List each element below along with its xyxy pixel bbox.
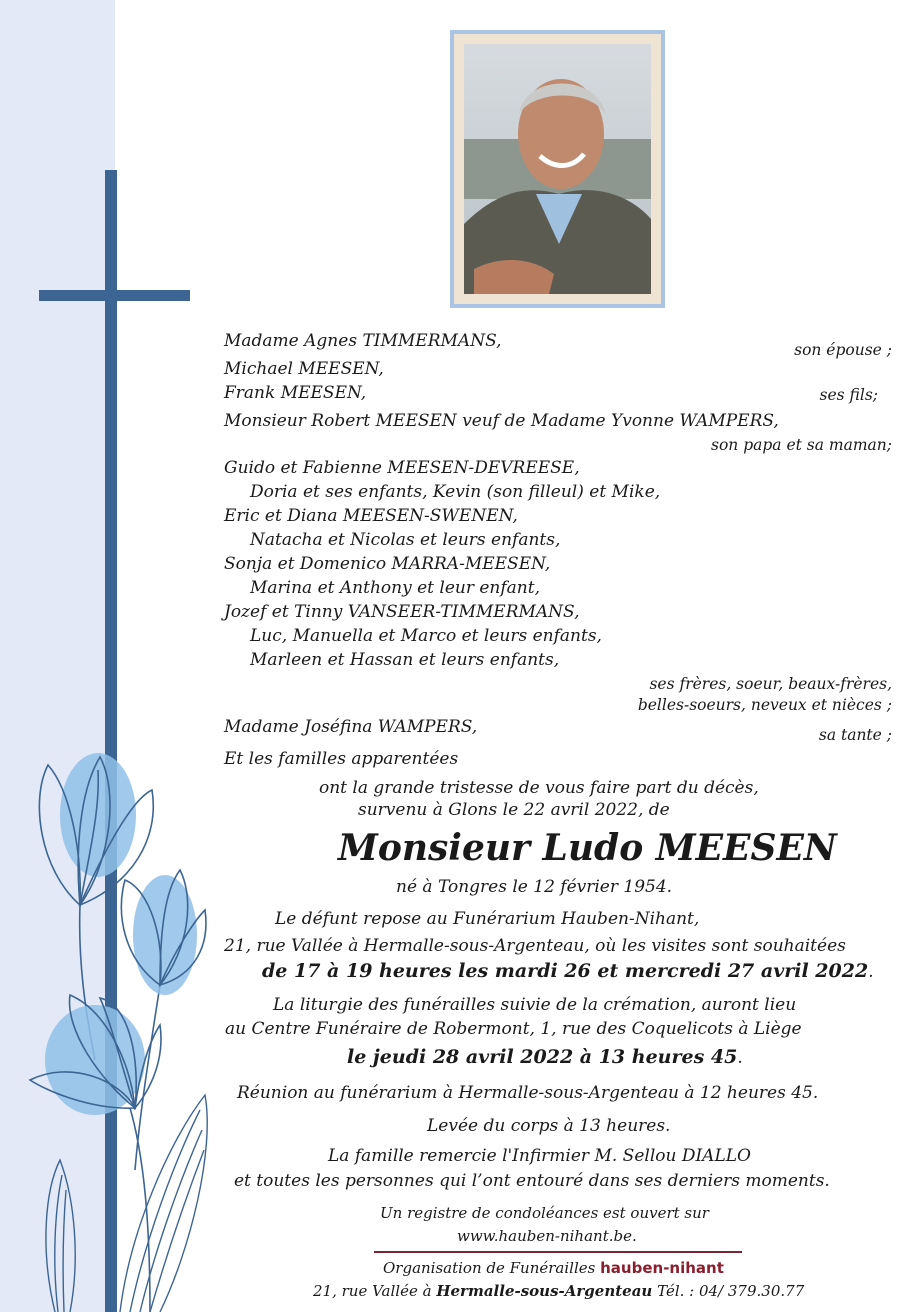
tulip-middle-icon	[121, 870, 206, 995]
son-1: Michael MEESEN,	[224, 359, 384, 379]
siblings-role-1: ses frères, soeur, beaux-frères,	[649, 675, 892, 693]
levee-info: Levée du corps à 13 heures.	[427, 1116, 671, 1136]
sibling-2-kids: Natacha et Nicolas et leurs enfants,	[250, 530, 561, 550]
thanks-line-2: et toutes les personnes qui l’ont entouré dans ses derniers moments.	[234, 1171, 830, 1191]
footer-phone: Tél. : 04/ 379.30.77	[657, 1282, 805, 1300]
meeting-info: Réunion au funérarium à Hermalle-sous-Argenteau à 12 heures 45.	[237, 1083, 819, 1103]
footer-address	[313, 1280, 804, 1302]
leaf-right-icon	[120, 1095, 207, 1312]
brand-logo: hauben-nihant	[600, 1259, 724, 1277]
cross-and-tulips-decoration	[0, 0, 240, 1312]
sibling-1-kids: Doria et ses enfants, Kevin (son filleul) et Mike,	[250, 482, 661, 502]
sibling-3: Sonja et Domenico MARRA-MEESEN,	[224, 554, 551, 574]
tulip-top-icon	[39, 753, 153, 905]
cross-vertical-bar	[105, 170, 117, 1312]
son-2: Frank MEESEN,	[224, 383, 367, 403]
sibling-4-kids: Luc, Manuella et Marco et leurs enfants,	[250, 626, 602, 646]
sibling-2: Eric et Diana MEESEN-SWENEN,	[224, 506, 518, 526]
footer-divider	[374, 1251, 742, 1253]
portrait-photo	[464, 44, 651, 294]
visit-line-2: 21, rue Vallée à Hermalle-sous-Argenteau, où les visites sont souhaitées	[224, 936, 846, 956]
spouse-name: Madame Agnes TIMMERMANS,	[224, 331, 502, 351]
liturgy-line-2: au Centre Funéraire de Robermont, 1, rue des Coquelicots à Liège	[225, 1019, 802, 1039]
aunt: Madame Joséfina WAMPERS,	[224, 717, 478, 737]
aunt-role: sa tante ;	[818, 726, 892, 744]
thanks-line-1: La famille remercie l'Infirmier M. Sellou DIALLO	[328, 1146, 751, 1166]
visit-line-1: Le défunt repose au Funérarium Hauben-Nihant,	[275, 909, 700, 929]
cross-horizontal-bar	[39, 290, 190, 301]
footer-org-label: Organisation de Funérailles	[383, 1259, 596, 1277]
sibling-4-kids-2: Marleen et Hassan et leurs enfants,	[250, 650, 560, 670]
visit-line-3: de 17 à 19 heures les mardi 26 et mercredi 27 avril 2022.	[262, 960, 874, 982]
siblings-role-2: belles-soeurs, neveux et nièces ;	[637, 696, 892, 714]
parents: Monsieur Robert MEESEN veuf de Madame Yvonne WAMPERS,	[224, 411, 779, 431]
register-line-1: Un registre de condoléances est ouvert sur	[380, 1204, 709, 1222]
footer-address-town: Hermalle-sous-Argenteau	[436, 1282, 653, 1300]
spouse-role: son épouse ;	[794, 341, 892, 359]
sibling-1: Guido et Fabienne MEESEN-DEVREESE,	[224, 458, 580, 478]
deceased-name: Monsieur Ludo MEESEN	[338, 827, 837, 869]
birth-info: né à Tongres le 12 février 1954.	[396, 877, 673, 897]
sons-role: ses fils;	[819, 386, 878, 404]
tulip-lower-icon	[30, 995, 161, 1115]
sibling-3-kids: Marina et Anthony et leur enfant,	[250, 578, 540, 598]
footer-organisation	[383, 1257, 724, 1279]
register-url[interactable]: www.hauben-nihant.be.	[457, 1227, 637, 1245]
announce-line-1: ont la grande tristesse de vous faire part du décès,	[319, 778, 759, 798]
liturgy-line-3: le jeudi 28 avril 2022 à 13 heures 45.	[347, 1046, 743, 1068]
leaf-left-icon	[46, 1160, 75, 1312]
parents-role: son papa et sa maman;	[711, 436, 892, 454]
sibling-4: Jozef et Tinny VANSEER-TIMMERMANS,	[224, 602, 580, 622]
portrait-frame	[450, 30, 665, 308]
liturgy-line-1: La liturgie des funérailles suivie de la crémation, auront lieu	[273, 995, 797, 1015]
announce-line-2: survenu à Glons le 22 avril 2022, de	[358, 800, 670, 820]
families: Et les familles apparentées	[224, 749, 459, 769]
footer-address-street: 21, rue Vallée à	[313, 1282, 432, 1300]
